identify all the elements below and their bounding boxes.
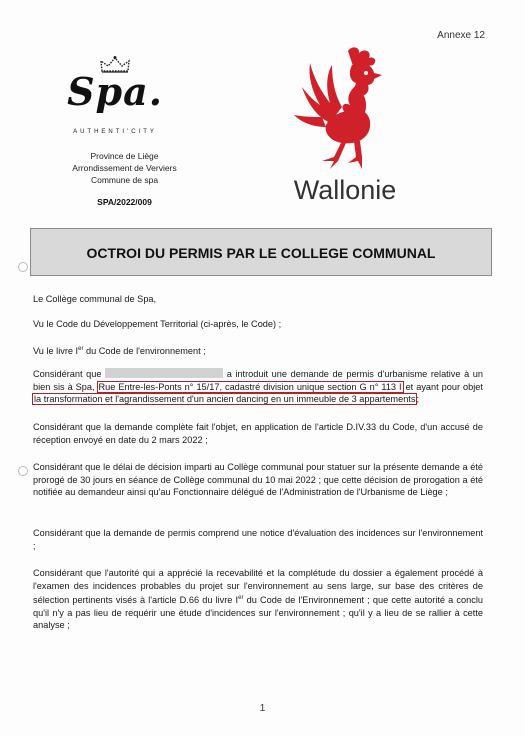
text-fragment: Considérant que xyxy=(33,369,102,379)
arrondissement-line: Arrondissement de Verviers xyxy=(72,163,177,173)
paragraph-notice-incidences: Considérant que la demande de permis comprend une notice d'évaluation des incidences sur l'environnement ; xyxy=(33,528,483,551)
highlighted-address: Rue Entre-les-Ponts n° 15/17, cadastré division unique section G n° 113 I xyxy=(98,381,402,392)
superscript: er xyxy=(238,595,244,602)
reference-number: SPA/2022/009 xyxy=(97,197,152,207)
punch-hole-marker xyxy=(18,262,28,272)
paragraph-delai-decision: Considérant que le délai de décision imparti au Collège communal pour statuer sur la présente demande a été prorogé de 30 jours en séance de Collège communal du 10 mai 2022 ; que cette décision de prorogation a été notifiée au demandeur ainsi qu'au Fonctionnaire délégué de l'Administration de l'Urbanisme de Liège ; xyxy=(33,462,483,498)
paragraph-demande xyxy=(33,368,483,406)
province-line: Province de Liège xyxy=(90,151,159,161)
spa-wordmark: Spa. xyxy=(67,69,163,114)
paragraph-code-codt: Vu le Code du Développement Territorial (ci-après, le Code) ; xyxy=(33,319,282,329)
spa-tagline: AUTHENTI'CITY xyxy=(73,129,157,135)
punch-hole-marker xyxy=(18,466,28,476)
document-title: OCTROI DU PERMIS PAR LE COLLEGE COMMUNAL xyxy=(86,245,436,261)
text-fragment: Considérant que l'autorité qui a apprécié la recevabilité et la complétude du dossier a également procédé à l'examen des incidences probables du projet sur l'environnement au sens large, sur base des critères de sélection pertinents visés à l'article D.66 du livre I xyxy=(33,568,483,606)
document-title-box xyxy=(30,228,492,276)
text-fragment: Vu le livre I xyxy=(33,346,79,357)
paragraph-college: Le Collège communal de Spa, xyxy=(33,294,157,304)
text-fragment: du Code de l'environnement ; xyxy=(83,346,206,357)
superscript: er xyxy=(78,346,84,352)
text-fragment: a introduit une demande de permis d'urbanisme relative à un bien sis à Spa, xyxy=(33,369,483,392)
paragraph-accuse-reception: Considérant que la demande complète fait l'objet, en application de l'article D.IV.33 du Code, d'un accusé de réception envoyé en date du 2 mars 2022 ; xyxy=(33,422,483,445)
administration-block xyxy=(52,150,197,186)
annex-label: Annexe 12 xyxy=(437,30,485,41)
text-fragment: ; xyxy=(416,394,420,405)
rooster-icon xyxy=(290,45,405,170)
wallonie-wordmark: Wallonie xyxy=(293,175,397,205)
paragraph-examen-incidences xyxy=(33,567,483,632)
redacted-applicant-name xyxy=(105,368,223,378)
paragraph-code-env xyxy=(33,343,483,358)
commune-line: Commune de spa xyxy=(90,175,159,185)
text-fragment: du Code de l'Environnement ; que cette autorité a conclu qu'il n'y a pas lieu de requérir une étude d'incidences sur l'environnement ; qu'il y a lieu de se rallier à cette analyse ; xyxy=(33,595,483,631)
spa-logo xyxy=(60,55,170,135)
page-number: 1 xyxy=(259,703,266,714)
highlighted-object: la transformation et l'agrandissement d'un ancien dancing en un immeuble de 3 appartements xyxy=(34,394,416,405)
text-fragment: et ayant pour objet xyxy=(405,381,483,392)
